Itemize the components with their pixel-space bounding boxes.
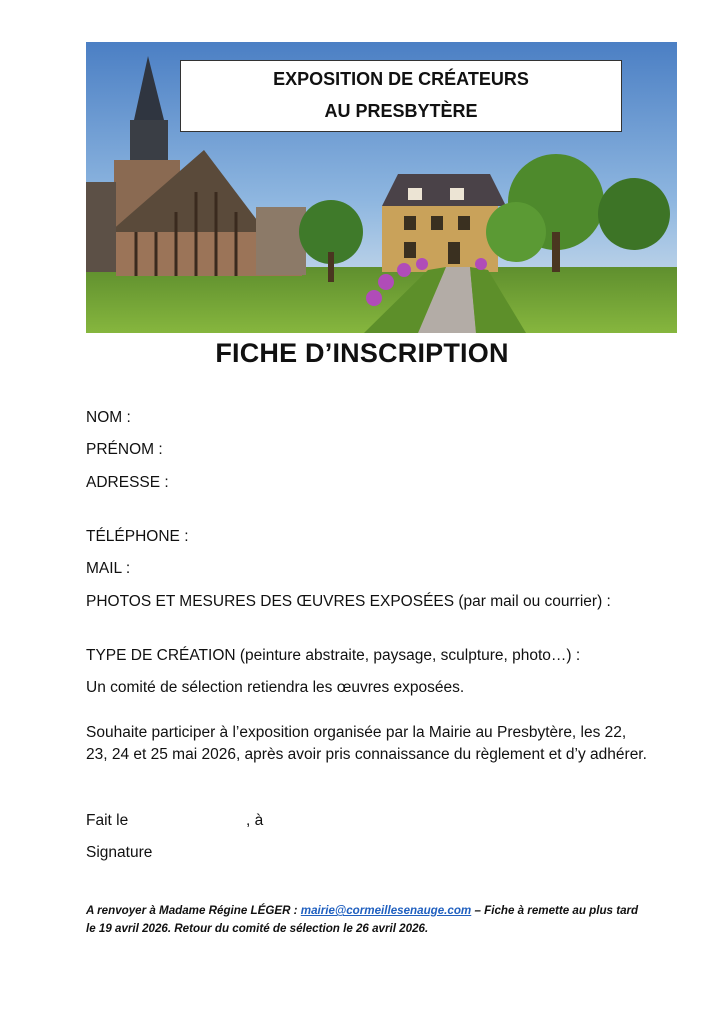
field-type-label: TYPE DE CRÉATION (peinture abstraite, paysage, sculpture, photo…) :: [86, 647, 581, 664]
fait-le-label: Fait le: [86, 812, 129, 829]
field-photos-label: PHOTOS ET MESURES DES ŒUVRES EXPOSÉES (par mail ou courrier) :: [86, 593, 611, 610]
signature-label: Signature: [86, 844, 153, 861]
field-nom-label: NOM :: [86, 409, 131, 426]
footer-prefix: A renvoyer à Madame Régine LÉGER :: [86, 904, 301, 917]
banner-title-line1: EXPOSITION DE CRÉATEURS: [273, 69, 529, 89]
souhaite-line2: 23, 24 et 25 mai 2026, après avoir pris connaissance du règlement et d’y adhérer.: [86, 746, 647, 763]
field-mail-label: MAIL :: [86, 560, 131, 577]
field-prenom-label: PRÉNOM :: [86, 441, 163, 458]
souhaite-line1: Souhaite participer à l’exposition organisée par la Mairie au Presbytère, les 22,: [86, 724, 627, 741]
footer-suffix: – Fiche à remette au plus tard: [471, 904, 639, 917]
field-adresse-label: ADRESSE :: [86, 474, 169, 491]
footer-line2: le 19 avril 2026. Retour du comité de sélection le 26 avril 2026.: [86, 922, 429, 935]
comite-text: Un comité de sélection retiendra les œuvres exposées.: [86, 679, 465, 696]
form-title: FICHE D’INSCRIPTION: [215, 338, 509, 368]
field-telephone-label: TÉLÉPHONE :: [86, 528, 189, 545]
footer-email-link[interactable]: mairie@cormeillesenauge.com: [300, 904, 472, 917]
banner-title-line2: AU PRESBYTÈRE: [324, 101, 478, 121]
banner-photo: [86, 42, 677, 333]
banner-title-box: [180, 60, 622, 132]
lieu-label: , à: [246, 812, 264, 829]
footer-note: [86, 902, 646, 938]
